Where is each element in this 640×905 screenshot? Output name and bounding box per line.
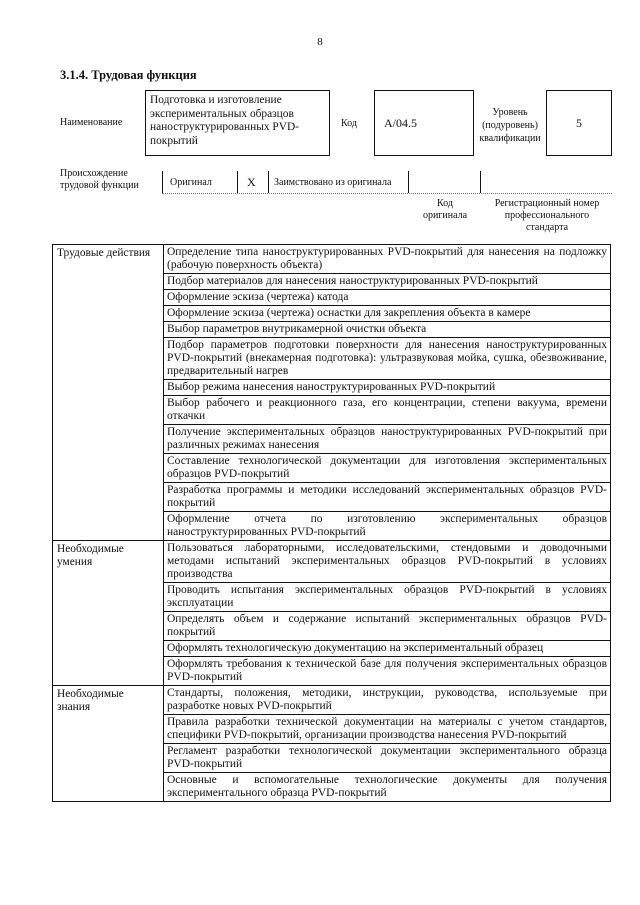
section-item-cell: Разработка программы и методики исследований экспериментальных образцов PVD-покрытий	[164, 483, 611, 512]
origin-divider	[408, 171, 409, 193]
reg-number-caption: Регистрационный номер профессионального стандарта	[494, 198, 600, 233]
section-item-cell: Стандарты, положения, методики, инструкции, руководства, используемые при разработке новых PVD-покрытий	[164, 686, 611, 715]
borrowed-label: Заимствовано из оригинала	[274, 177, 392, 188]
section-item-cell: Проводить испытания экспериментальных образцов PVD-покрытий в условиях эксплуатации	[164, 583, 611, 612]
section-item-cell: Выбор режима нанесения наноструктурированных PVD-покрытий	[164, 380, 611, 396]
origin-underline	[162, 193, 612, 194]
section-item-cell: Подбор параметров подготовки поверхности для нанесения наноструктурированных PVD-покрытий (внекамерная подготовка): ультразвуковая мойка, сушка, обезвоживание, предварительный нагрев	[164, 338, 611, 380]
function-table	[52, 244, 611, 802]
level-box: 5	[546, 90, 612, 156]
origin-divider	[480, 171, 481, 193]
section-item-cell: Составление технологической документации для изготовления экспериментальных образцов PVD-покрытий	[164, 454, 611, 483]
section-item-cell: Оформление эскиза (чертежа) катода	[164, 290, 611, 306]
original-label: Оригинал	[170, 177, 212, 188]
table-row	[53, 541, 611, 583]
section-item-cell: Оформлять технологическую документацию на экспериментальный образец	[164, 641, 611, 657]
level-label: Уровень (подуровень) квалификации	[479, 107, 541, 144]
table-row	[53, 686, 611, 715]
section-item-cell: Выбор параметров внутрикамерной очистки объекта	[164, 322, 611, 338]
section-item-cell: Выбор рабочего и реакционного газа, его концентрации, степени вакуума, времени откачки	[164, 396, 611, 425]
origin-divider	[268, 171, 269, 193]
section-item-cell: Оформлять требования к технической базе для получения экспериментальных образцов PVD-покрытий	[164, 657, 611, 686]
section-title-cell: Необходимые знания	[53, 686, 164, 802]
function-name-box: Подготовка и изготовление экспериментальных образцов наноструктурированных PVD-покрытий	[145, 90, 330, 156]
section-item-cell: Определять объем и содержание испытаний экспериментальных образцов PVD-покрытий	[164, 612, 611, 641]
name-label: Наименование	[60, 117, 123, 128]
origin-divider	[237, 171, 238, 193]
section-item-cell: Пользоваться лабораторными, исследовательскими, стендовыми и доводочными методами испытаний экспериментальных образцов PVD-покрытий в условиях производства	[164, 541, 611, 583]
code-original-caption: Код оригинала	[422, 198, 468, 221]
table-row	[53, 245, 611, 274]
section-title-cell: Трудовые действия	[53, 245, 164, 541]
original-mark: X	[247, 175, 256, 189]
origin-label: Происхождение трудовой функции	[60, 168, 139, 191]
section-title: 3.1.4. Трудовая функция	[60, 68, 197, 82]
section-item-cell: Получение экспериментальных образцов наноструктурированных PVD-покрытий при различных режимах нанесения	[164, 425, 611, 454]
section-item-cell: Основные и вспомогательные технологические документы для получения экспериментального образца PVD-покрытий	[164, 773, 611, 802]
code-label: Код	[341, 118, 357, 129]
page-number: 8	[317, 36, 323, 48]
section-item-cell: Определение типа наноструктурированных PVD-покрытий для нанесения на подложку (рабочую поверхность объекта)	[164, 245, 611, 274]
section-item-cell: Правила разработки технической документации на материалы с учетом стандартов, специфики PVD-покрытий, организации производства нанесения PVD-покрытий	[164, 715, 611, 744]
code-box: A/04.5	[374, 90, 474, 156]
section-item-cell: Оформление отчета по изготовлению экспериментальных образцов наноструктурированных PVD-покрытий	[164, 512, 611, 541]
section-item-cell: Регламент разработки технологической документации экспериментального образца PVD-покрытий	[164, 744, 611, 773]
origin-divider	[162, 171, 163, 193]
section-item-cell: Оформление эскиза (чертежа) оснастки для закрепления объекта в камере	[164, 306, 611, 322]
section-title-cell: Необходимые умения	[53, 541, 164, 686]
section-item-cell: Подбор материалов для нанесения наноструктурированных PVD-покрытий	[164, 274, 611, 290]
